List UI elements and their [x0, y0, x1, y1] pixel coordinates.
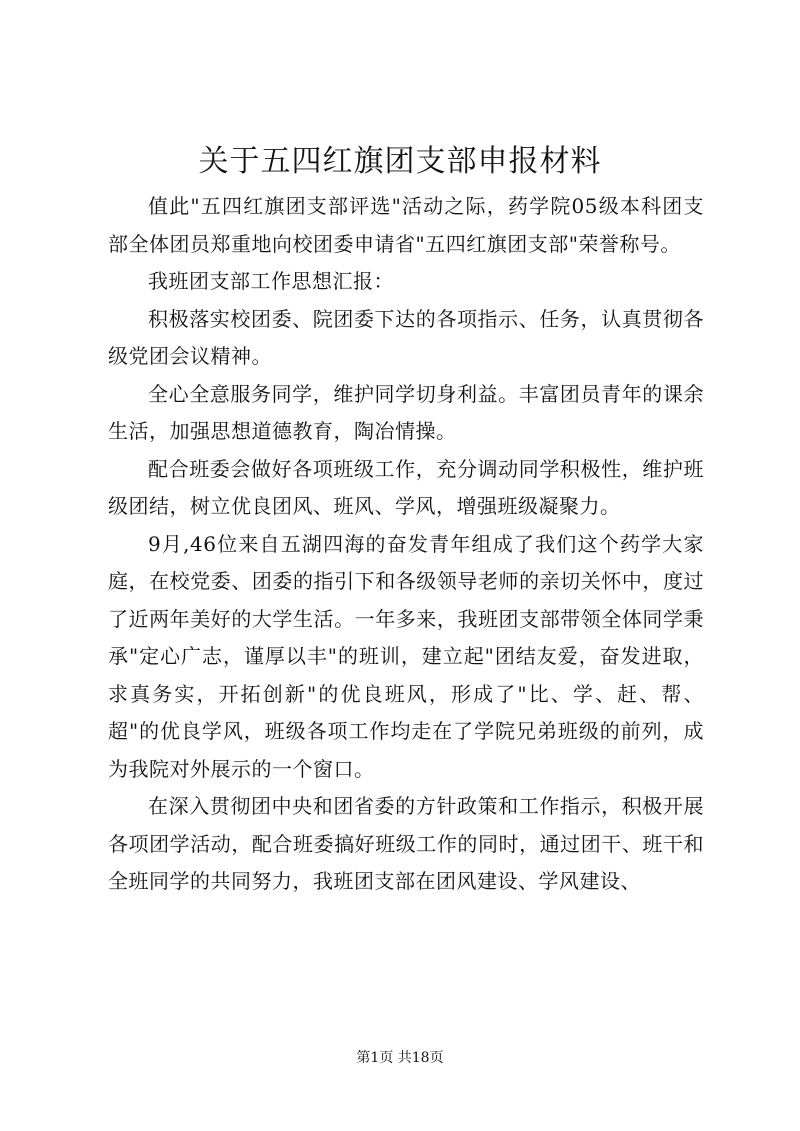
paragraph-cooperate: 配合班委会做好各项班级工作，充分调动同学积极性，维护班级团结，树立优良团风、班风、学风，增强班级凝聚力。	[108, 456, 704, 518]
document-body	[108, 188, 704, 901]
document-title: 关于五四红旗团支部申报材料	[198, 144, 602, 179]
page-number: 第1页 共18页	[356, 1050, 444, 1066]
paragraph-intro: 值此"五四红旗团支部评选"活动之际，药学院05级本科团支部全体团员郑重地向校团委申请省"五四红旗团支部"荣誉称号。	[108, 194, 704, 256]
paragraph-report-heading: 我班团支部工作思想汇报：	[148, 269, 394, 293]
paragraph-history: 9月,46位来自五湖四海的奋发青年组成了我们这个药学大家庭，在校党委、团委的指引下和各级领导老师的亲切关怀中，度过了近两年美好的大学生活。一年多来，我班团支部带领全体同学秉承"定心广志，谨厚以丰"的班训，建立起"团结友爱，奋发进取，求真务实，开拓创新"的优良班风，形成了"比、学、赶、帮、超"的优良学风，班级各项工作均走在了学院兄弟班级的前列，成为我院对外展示的一个窗口。	[108, 531, 704, 781]
paragraph-serve: 全心全意服务同学，维护同学切身利益。丰富团员青年的课余生活，加强思想道德教育，陶冶情操。	[108, 381, 704, 443]
paragraph-implement: 积极落实校团委、院团委下达的各项指示、任务，认真贯彻各级党团会议精神。	[108, 306, 704, 368]
paragraph-achievement: 在深入贯彻团中央和团省委的方针政策和工作指示，积极开展各项团学活动，配合班委搞好班级工作的同时，通过团干、班干和全班同学的共同努力，我班团支部在团风建设、学风建设、	[108, 794, 704, 893]
